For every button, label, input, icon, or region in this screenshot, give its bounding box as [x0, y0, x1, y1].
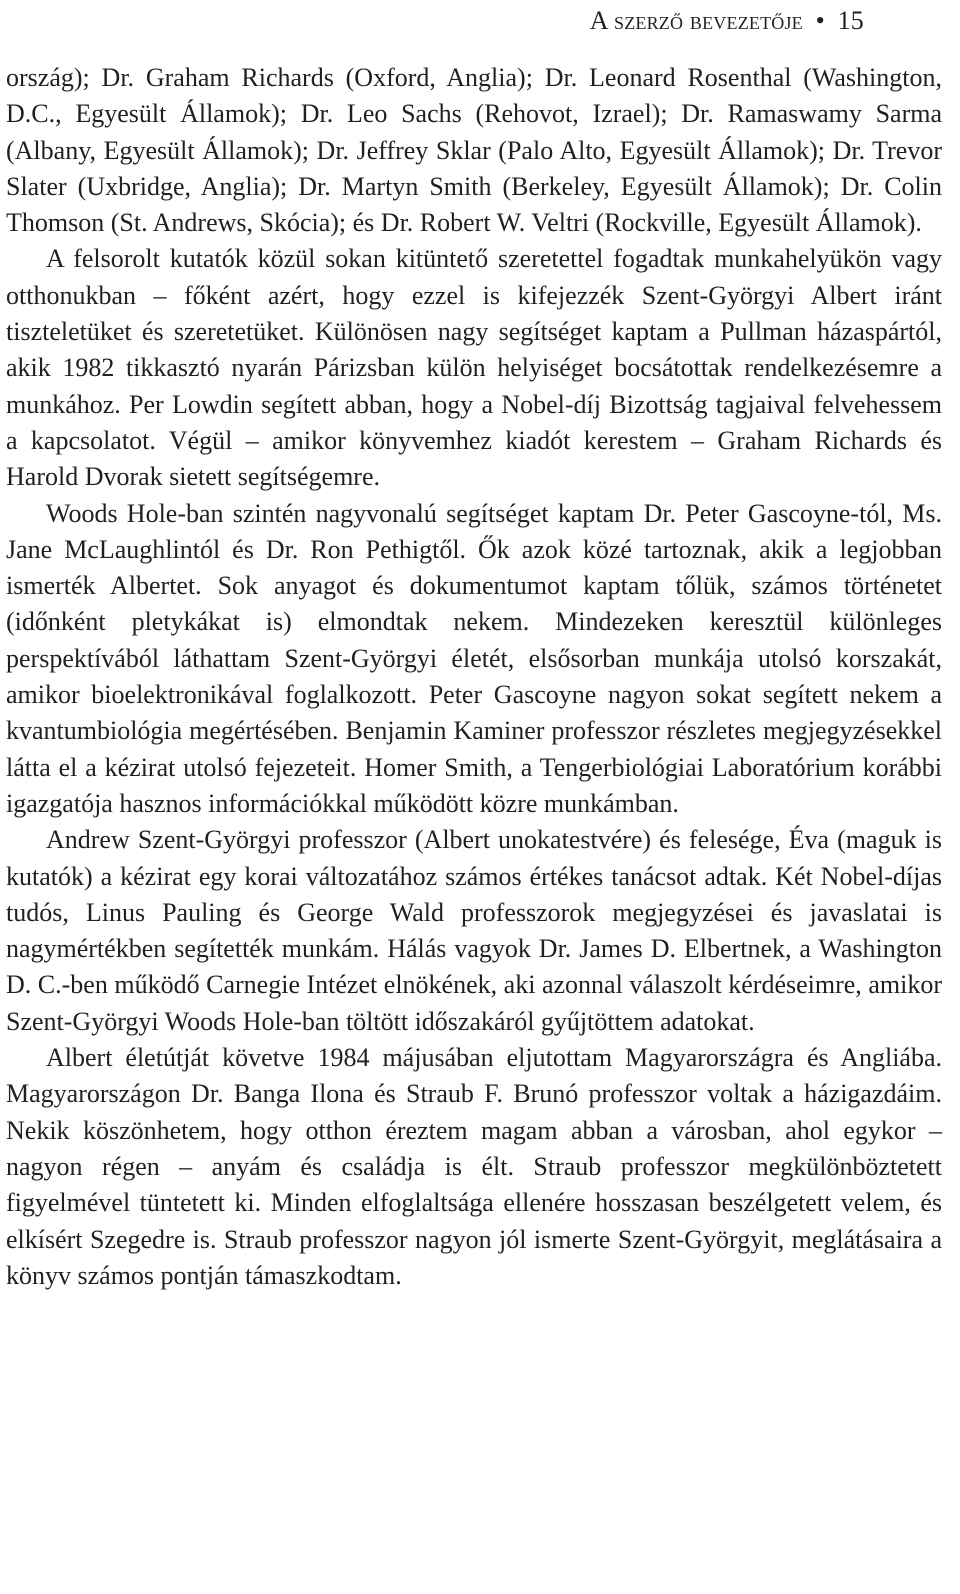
paragraph-4: Andrew Szent-Györgyi professzor (Albert unokatestvére) és felesége, Éva (maguk is kutatók) a kézirat egy korai változatához számos értékes tanácsot adtak. Két Nobel-díjas tudós, Linus Pauling és George Wald professzorok megjegyzései és javaslatai is nagymértékben segítették munkám. Hálás vagyok Dr. James D. Elbertnek, a Washington D. C.-ben működő Carnegie Intézet elnökének, aki azonnal válaszolt kérdéseimre, amikor Szent-Györgyi Woods Hole-ban töltött időszakáról gyűjtöttem adatokat. — [6, 825, 942, 1036]
paragraph-1: ország); Dr. Graham Richards (Oxford, Anglia); Dr. Leonard Rosenthal (Washington, D.C., Egyesült Államok); Dr. Leo Sachs (Rehovot, Izrael); Dr. Ramaswamy Sarma (Albany, Egyesült Államok); Dr. Jeffrey Sklar (Palo Alto, Egyesült Államok); Dr. Trevor Slater (Uxbridge, Anglia); Dr. Martyn Smith (Berkeley, Egyesült Államok); Dr. Colin Thomson (St. Andrews, Skócia); és Dr. Robert W. Veltri (Rockville, Egyesült Államok). — [6, 63, 942, 238]
paragraph-2: A felsorolt kutatók közül sokan kitüntető szeretettel fogadtak munkahelyükön vagy otthonukban – főként azért, hogy ezzel is kifejezzék Szent-Györgyi Albert iránt tiszteletüket és szeretetüket. Különösen nagy segítséget kaptam a Pullman házaspártól, akik 1982 tikkasztó nyarán Párizsban külön helyiséget bocsátottak rendelkezésemre a munkához. Per Lowdin segített abban, hogy a Nobel-díj Bizottság tagjaival felvehessem a kapcsolatot. Végül – amikor könyvemhez kiadót kerestem – Graham Richards és Harold Dvorak sietett segítségemre. — [6, 244, 942, 492]
running-header — [6, 6, 942, 36]
page-number: 15 — [837, 6, 864, 35]
book-page — [6, 0, 942, 1294]
body-text — [6, 60, 942, 1294]
paragraph-3: Woods Hole-ban szintén nagyvonalú segítséget kaptam Dr. Peter Gascoyne-tól, Ms. Jane McLaughlintól és Dr. Ron Pethigtől. Ők azok közé tartoznak, akik a legjobban ismerték Albertet. Sok anyagot és dokumentumot kaptam tőlük, számos történetet (időnként pletykákat is) elmondtak nekem. Mindezeken keresztül különleges perspektívából láthattam Szent-Györgyi életét, elsősorban munkája utolsó korszakát, amikor bioelektronikával foglalkozott. Peter Gascoyne nagyon sokat segített nekem a kvantumbiológia megértésében. Benjamin Kaminer professzor részletes megjegyzésekkel látta el a kézirat utolsó fejezeteit. Homer Smith, a Tengerbiológiai Laboratórium korábbi igazgatója hasznos információkkal működött közre munkámban. — [6, 498, 942, 818]
bullet-separator: • — [815, 6, 825, 35]
chapter-title: A szerző bevezetője — [589, 6, 803, 35]
paragraph-5: Albert életútját követve 1984 májusában eljutottam Magyarországra és Angliába. Magyarországon Dr. Banga Ilona és Straub F. Brunó professzor voltak a házigazdáim. Nekik köszönhetem, hogy otthon éreztem magam abban a városban, ahol egykor – nagyon régen – anyám és családja is élt. Straub professzor megkülönböztetett figyelmével tüntetett ki. Minden elfoglaltsága ellenére hosszasan beszélgetett velem, és elkísért Szegedre is. Straub professzor nagyon jól ismerte Szent-Györgyit, meglátásaira a könyv számos pontján támaszkodtam. — [6, 1043, 942, 1290]
